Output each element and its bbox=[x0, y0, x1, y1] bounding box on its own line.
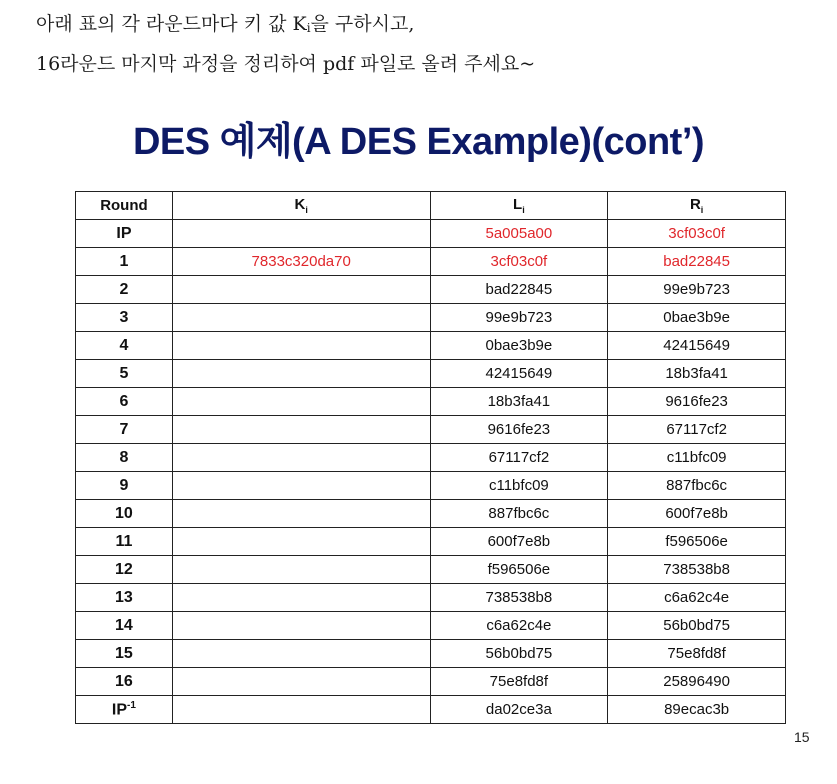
header-r-label: R bbox=[689, 196, 701, 213]
table-row bbox=[76, 332, 786, 360]
round-ip-superscript: -1 bbox=[127, 699, 136, 711]
header-k-subscript: i bbox=[305, 205, 308, 215]
table-row bbox=[76, 276, 786, 304]
round-cell: 16 bbox=[76, 668, 173, 696]
r-cell: 887fbc6c bbox=[608, 472, 786, 500]
instruction-line-2: 16라운드 마지막 과정을 정리하여 pdf 파일로 올려 주세요~ bbox=[36, 53, 536, 75]
instruction-line-1-before: 아래 표의 각 라운드마다 키 값 K bbox=[36, 13, 307, 35]
l-cell: da02ce3a bbox=[430, 696, 608, 724]
l-cell: 600f7e8b bbox=[430, 528, 608, 556]
instructions-text bbox=[36, 6, 535, 82]
k-cell bbox=[172, 332, 430, 360]
k-cell bbox=[172, 612, 430, 640]
round-cell: 5 bbox=[76, 360, 173, 388]
table-row bbox=[76, 612, 786, 640]
l-cell: c6a62c4e bbox=[430, 612, 608, 640]
round-cell: 14 bbox=[76, 612, 173, 640]
r-cell: c11bfc09 bbox=[608, 444, 786, 472]
round-cell: 4 bbox=[76, 332, 173, 360]
table-row bbox=[76, 528, 786, 556]
k-cell bbox=[172, 444, 430, 472]
r-cell: 99e9b723 bbox=[608, 276, 786, 304]
k-cell bbox=[172, 472, 430, 500]
round-cell: IP bbox=[76, 220, 173, 248]
table-row bbox=[76, 472, 786, 500]
l-cell: 9616fe23 bbox=[430, 416, 608, 444]
header-l-subscript: i bbox=[522, 205, 525, 215]
r-cell: 9616fe23 bbox=[608, 388, 786, 416]
l-cell: 42415649 bbox=[430, 360, 608, 388]
r-cell: 56b0bd75 bbox=[608, 612, 786, 640]
table-row bbox=[76, 696, 786, 724]
k-cell bbox=[172, 360, 430, 388]
round-cell: 10 bbox=[76, 500, 173, 528]
round-cell: 13 bbox=[76, 584, 173, 612]
k-cell bbox=[172, 304, 430, 332]
instruction-line-1-after: 을 구하시고, bbox=[310, 13, 415, 35]
table-row bbox=[76, 248, 786, 276]
k-cell bbox=[172, 500, 430, 528]
instruction-line-1 bbox=[36, 6, 535, 46]
k-cell bbox=[172, 556, 430, 584]
l-cell: bad22845 bbox=[430, 276, 608, 304]
k-cell bbox=[172, 640, 430, 668]
r-cell: 18b3fa41 bbox=[608, 360, 786, 388]
table-row bbox=[76, 444, 786, 472]
round-cell: 11 bbox=[76, 528, 173, 556]
k-cell bbox=[172, 388, 430, 416]
table-row bbox=[76, 640, 786, 668]
header-r bbox=[608, 192, 786, 220]
header-round: Round bbox=[76, 192, 173, 220]
slide-title: DES 예제(A DES Example)(cont’) bbox=[132, 121, 705, 163]
r-cell: 75e8fd8f bbox=[608, 640, 786, 668]
table-header-row bbox=[76, 192, 786, 220]
k-cell bbox=[172, 416, 430, 444]
round-cell: 2 bbox=[76, 276, 173, 304]
instruction-line-1-subscript: i bbox=[306, 21, 311, 35]
l-cell: f596506e bbox=[430, 556, 608, 584]
r-cell: 738538b8 bbox=[608, 556, 786, 584]
k-cell: 7833c320da70 bbox=[172, 248, 430, 276]
l-cell: 5a005a00 bbox=[430, 220, 608, 248]
l-cell: 0bae3b9e bbox=[430, 332, 608, 360]
r-cell: 600f7e8b bbox=[608, 500, 786, 528]
table-row bbox=[76, 220, 786, 248]
round-cell: 3 bbox=[76, 304, 173, 332]
round-cell: 6 bbox=[76, 388, 173, 416]
l-cell: 99e9b723 bbox=[430, 304, 608, 332]
l-cell: 56b0bd75 bbox=[430, 640, 608, 668]
round-cell-ip-inverse bbox=[76, 696, 173, 724]
des-rounds-table bbox=[75, 191, 786, 724]
table-row bbox=[76, 416, 786, 444]
table-row bbox=[76, 668, 786, 696]
l-cell: 67117cf2 bbox=[430, 444, 608, 472]
r-cell: 42415649 bbox=[608, 332, 786, 360]
l-cell: 18b3fa41 bbox=[430, 388, 608, 416]
r-cell: 67117cf2 bbox=[608, 416, 786, 444]
round-cell: 7 bbox=[76, 416, 173, 444]
r-cell: 89ecac3b bbox=[608, 696, 786, 724]
l-cell: 738538b8 bbox=[430, 584, 608, 612]
page-number: 15 bbox=[794, 729, 810, 745]
l-cell: c11bfc09 bbox=[430, 472, 608, 500]
r-cell: 25896490 bbox=[608, 668, 786, 696]
l-cell: 3cf03c0f bbox=[430, 248, 608, 276]
table-row bbox=[76, 360, 786, 388]
r-cell: 3cf03c0f bbox=[608, 220, 786, 248]
round-cell: 15 bbox=[76, 640, 173, 668]
header-k bbox=[172, 192, 430, 220]
table-row bbox=[76, 584, 786, 612]
l-cell: 75e8fd8f bbox=[430, 668, 608, 696]
k-cell bbox=[172, 668, 430, 696]
l-cell: 887fbc6c bbox=[430, 500, 608, 528]
table-row bbox=[76, 388, 786, 416]
k-cell bbox=[172, 696, 430, 724]
header-l-label: L bbox=[513, 196, 523, 213]
k-cell bbox=[172, 584, 430, 612]
table-row bbox=[76, 556, 786, 584]
round-ip-label: IP bbox=[111, 701, 128, 719]
round-cell: 9 bbox=[76, 472, 173, 500]
round-cell: 12 bbox=[76, 556, 173, 584]
k-cell bbox=[172, 220, 430, 248]
r-cell: bad22845 bbox=[608, 248, 786, 276]
k-cell bbox=[172, 528, 430, 556]
table-row bbox=[76, 500, 786, 528]
round-cell: 1 bbox=[76, 248, 173, 276]
k-cell bbox=[172, 276, 430, 304]
r-cell: f596506e bbox=[608, 528, 786, 556]
r-cell: 0bae3b9e bbox=[608, 304, 786, 332]
header-r-subscript: i bbox=[700, 205, 704, 215]
header-l bbox=[430, 192, 608, 220]
r-cell: c6a62c4e bbox=[608, 584, 786, 612]
round-cell: 8 bbox=[76, 444, 173, 472]
header-k-label: K bbox=[294, 196, 306, 213]
table-row bbox=[76, 304, 786, 332]
